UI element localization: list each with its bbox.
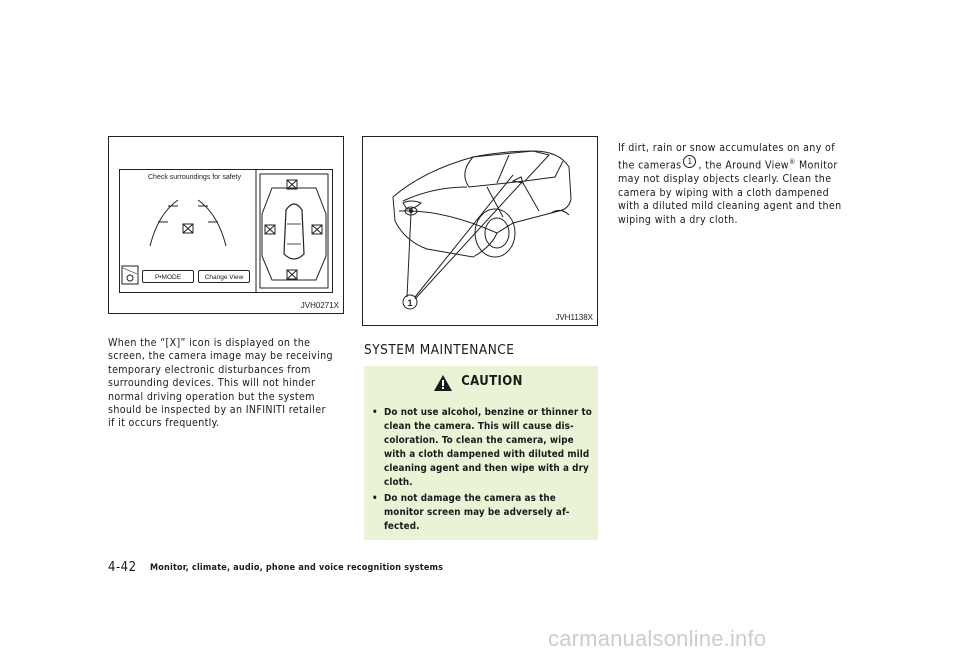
text-line: cloth.: [384, 477, 413, 488]
text-span: , the Around View: [698, 159, 789, 172]
camera-error-icon: [183, 224, 193, 233]
text-span: Monitor: [795, 159, 838, 172]
chapter-title: Monitor, climate, audio, phone and voice recognition systems: [150, 563, 444, 573]
right-paragraph: [618, 142, 868, 227]
text-line: When the “[X]” icon is displayed on the: [108, 337, 311, 349]
figure-vehicle-camera: [362, 136, 598, 326]
text-line: camera by wiping with a cloth dampened: [618, 186, 829, 199]
figure-code: JVH1138X: [555, 313, 593, 322]
section-heading: SYSTEM MAINTENANCE: [364, 342, 515, 358]
text-line: with a cloth dampened with diluted mild: [384, 449, 590, 460]
callout-1: 1: [407, 298, 413, 308]
text-line: surrounding devices. This will not hinder: [108, 377, 316, 390]
text-line: may not display objects clearly. Clean the: [618, 173, 832, 186]
left-paragraph: [108, 337, 348, 431]
text-span: the cameras: [618, 159, 682, 172]
screen-title: Check surroundings for safety: [148, 174, 241, 181]
vehicle-illustration: [363, 137, 597, 325]
text-line: if it occurs frequently.: [108, 417, 220, 430]
text-line: temporary electronic disturbances from: [108, 363, 311, 376]
page-number: 4-42: [108, 560, 137, 575]
monitor-screen: [119, 169, 333, 293]
text-line: fected.: [384, 521, 420, 532]
change-view-button[interactable]: Change View: [198, 270, 250, 283]
figure-code: JVH0271X: [300, 301, 339, 310]
watermark: carmanualsonline.info: [548, 626, 767, 651]
text-line: wiping with a dry cloth.: [618, 213, 738, 226]
text-line: with a diluted mild cleaning agent and then: [618, 200, 842, 213]
text-line: coloration. To clean the camera, wipe: [384, 435, 574, 446]
text-line: screen, the camera image may be receiving: [108, 350, 333, 363]
text-line: clean the camera. This will cause dis-: [384, 421, 574, 432]
caution-box: [364, 366, 598, 540]
figure-camera-display: [108, 136, 344, 314]
caution-title: CAUTION: [461, 374, 523, 389]
text-line: Do not damage the camera as the: [384, 493, 556, 504]
callout-1-inline: 1: [683, 155, 696, 168]
text-line: should be inspected by an INFINITI retailer: [108, 404, 326, 417]
registered-mark: ®: [788, 158, 796, 167]
text-line: cleaning agent and then wipe with a dry: [384, 463, 589, 474]
caution-item: [372, 406, 594, 490]
bullet: •: [372, 493, 378, 504]
text-line: normal driving operation but the system: [108, 390, 315, 403]
text-line: Do not use alcohol, benzine or thinner to: [384, 407, 592, 418]
text-line: [618, 155, 868, 173]
caution-item: [372, 492, 594, 534]
text-line: If dirt, rain or snow accumulates on any of: [618, 142, 835, 154]
bullet: •: [372, 407, 378, 418]
mode-button[interactable]: P•MODE: [142, 270, 194, 283]
text-line: monitor screen may be adversely af-: [384, 507, 570, 518]
